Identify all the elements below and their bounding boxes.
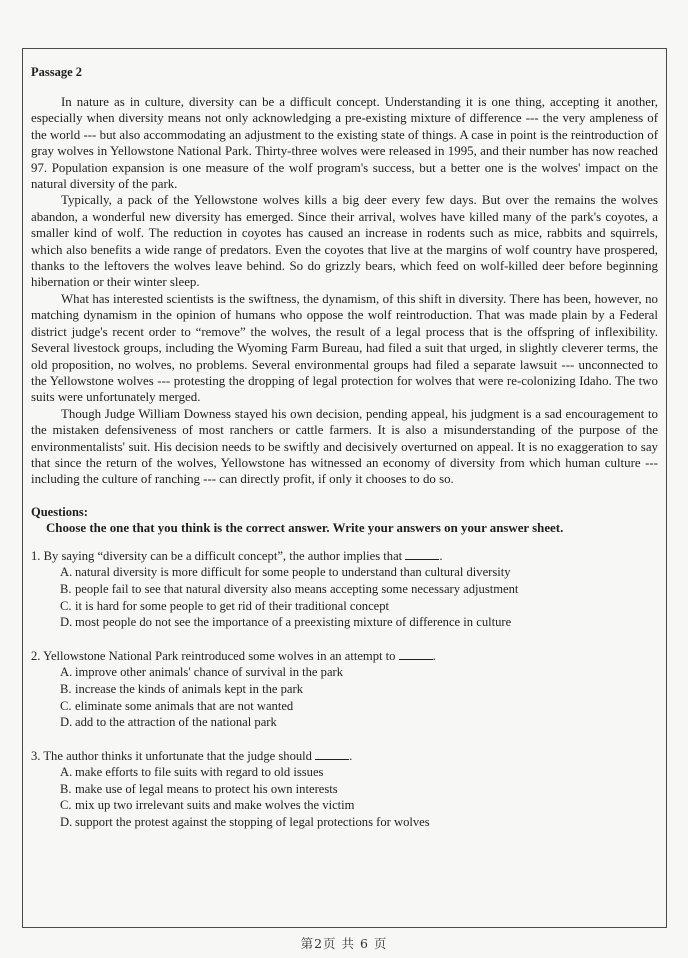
option-letter: B. (60, 781, 72, 796)
option-text: support the protest against the stopping of legal protections for wolves (75, 815, 430, 830)
option-c (60, 797, 658, 814)
question-stem-end: . (432, 648, 436, 663)
option-text: most people do not see the importance of a preexisting mixture of difference in culture (75, 615, 512, 630)
question-stem-end: . (439, 548, 443, 563)
options-list (31, 664, 658, 730)
option-text: increase the kinds of animals kept in the park (75, 681, 304, 696)
options-list (31, 764, 658, 830)
answer-blank (315, 748, 349, 760)
option-b (60, 781, 658, 798)
question-stem-text: 3. The author thinks it unfortunate that the judge should (31, 748, 312, 763)
option-text: mix up two irrelevant suits and make wolves the victim (75, 798, 355, 813)
option-text: improve other animals' chance of survival in the park (75, 665, 344, 680)
question-stem (31, 548, 658, 565)
option-d (60, 714, 658, 731)
option-letter: A. (60, 565, 73, 580)
questions-heading: Questions: (31, 504, 88, 519)
exam-page-frame (22, 48, 667, 928)
option-letter: D. (60, 615, 73, 630)
question-2 (31, 648, 658, 731)
option-text: add to the attraction of the national park (75, 715, 277, 730)
question-1 (31, 548, 658, 631)
page-number-footer: 第2页 共 6 页 (300, 936, 388, 951)
option-b (60, 581, 658, 598)
passage-paragraph-4: Though Judge William Downess stayed his own decision, pending appeal, his judgment is a sad encouragement to the mistaken defensiveness of most ranchers or cattle farmers. It is also a misunderstanding of the purpose of the environmentalists' suit. His decision needs to be swiftly and decisively overturned on appeal. It is no exaggeration to say that since the return of the wolves, Yellowstone has witnessed an economy of diversity from which human culture --- including the culture of ranching --- can directly profit, if only it chooses to do so. (31, 406, 658, 487)
option-letter: B. (60, 681, 72, 696)
question-stem (31, 648, 658, 665)
question-stem-text: 2. Yellowstone National Park reintroduced some wolves in an attempt to (31, 648, 396, 663)
option-a (60, 764, 658, 781)
option-letter: B. (60, 581, 72, 596)
option-text: people fail to see that natural diversity also means accepting some necessary adjustment (75, 581, 519, 596)
option-text: natural diversity is more difficult for some people to understand than cultural diversity (75, 565, 511, 580)
option-a (60, 564, 658, 581)
option-b (60, 681, 658, 698)
option-letter: C. (60, 698, 72, 713)
option-text: eliminate some animals that are not wanted (75, 698, 294, 713)
option-c (60, 598, 658, 615)
passage-title: Passage 2 (31, 65, 83, 79)
passage-paragraph-3: What has interested scientists is the swiftness, the dynamism, of this shift in diversity. There has been, however, no matching dynamism in the opinion of humans who oppose the wolf reintroduction. That was made plain by a Federal district judge's recent order to “remove” the wolves, the result of a legal process that is the offspring of inflexibility. Several livestock groups, including the Wyoming Farm Bureau, had filed a suit that urged, in slightly cleverer terms, the old proposition, no wolves, no problems. Several environmental groups had filed a separate lawsuit --- unconnected to the Yellowstone wolves --- protesting the dropping of legal protection for wolves that were re-colonizing Idaho. The two suits were unfortunately merged. (31, 291, 658, 405)
option-letter: A. (60, 765, 73, 780)
option-d (60, 814, 658, 831)
option-c (60, 698, 658, 715)
option-letter: A. (60, 665, 73, 680)
option-d (60, 614, 658, 631)
option-text: make efforts to file suits with regard to old issues (75, 765, 324, 780)
option-a (60, 664, 658, 681)
question-stem-text: 1. By saying “diversity can be a difficult concept”, the author implies that (31, 548, 403, 563)
passage-paragraph-1: In nature as in culture, diversity can be a difficult concept. Understanding it is one thing, accepting it another, especially when diversity means not only acknowledging a pre-existing mixture of difference --- the very ampleness of the world --- but also accommodating an adjustment to the existing state of things. A case in point is the reintroduction of gray wolves in Yellowstone National Park. Thirty-three wolves were released in 1995, and their number has now reached 97. Population expansion is one measure of the wolf program's success, but a better one is the wolves' impact on the natural diversity of the park. (31, 95, 658, 192)
option-letter: D. (60, 715, 73, 730)
question-stem (31, 748, 658, 765)
option-letter: C. (60, 798, 72, 813)
answer-blank (405, 548, 439, 560)
questions-instructions: Choose the one that you think is the correct answer. Write your answers on your answer sheet. (46, 520, 564, 535)
option-text: it is hard for some people to get rid of their traditional concept (75, 598, 390, 613)
options-list (31, 564, 658, 630)
answer-blank (399, 648, 433, 660)
question-3 (31, 748, 658, 831)
option-letter: C. (60, 598, 72, 613)
option-letter: D. (60, 815, 73, 830)
option-text: make use of legal means to protect his own interests (75, 781, 338, 796)
passage-paragraph-2: Typically, a pack of the Yellowstone wolves kills a big deer every few days. But over the remains the wolves abandon, a wonderful new diversity has emerged. Since their arrival, wolves have killed many of the park's coyotes, a smaller kind of wolf. The reduction in coyotes has caused an increase in rodents such as mice, rabbits and squirrels, which also benefits a wide range of predators. Even the coyotes that live at the margins of wolf country have prospered, thanks to the leftovers the wolves leave behind. So do grizzly bears, which feed on wolf-killed deer before beginning hibernation or their winter sleep. (31, 193, 658, 290)
question-stem-end: . (349, 748, 353, 763)
